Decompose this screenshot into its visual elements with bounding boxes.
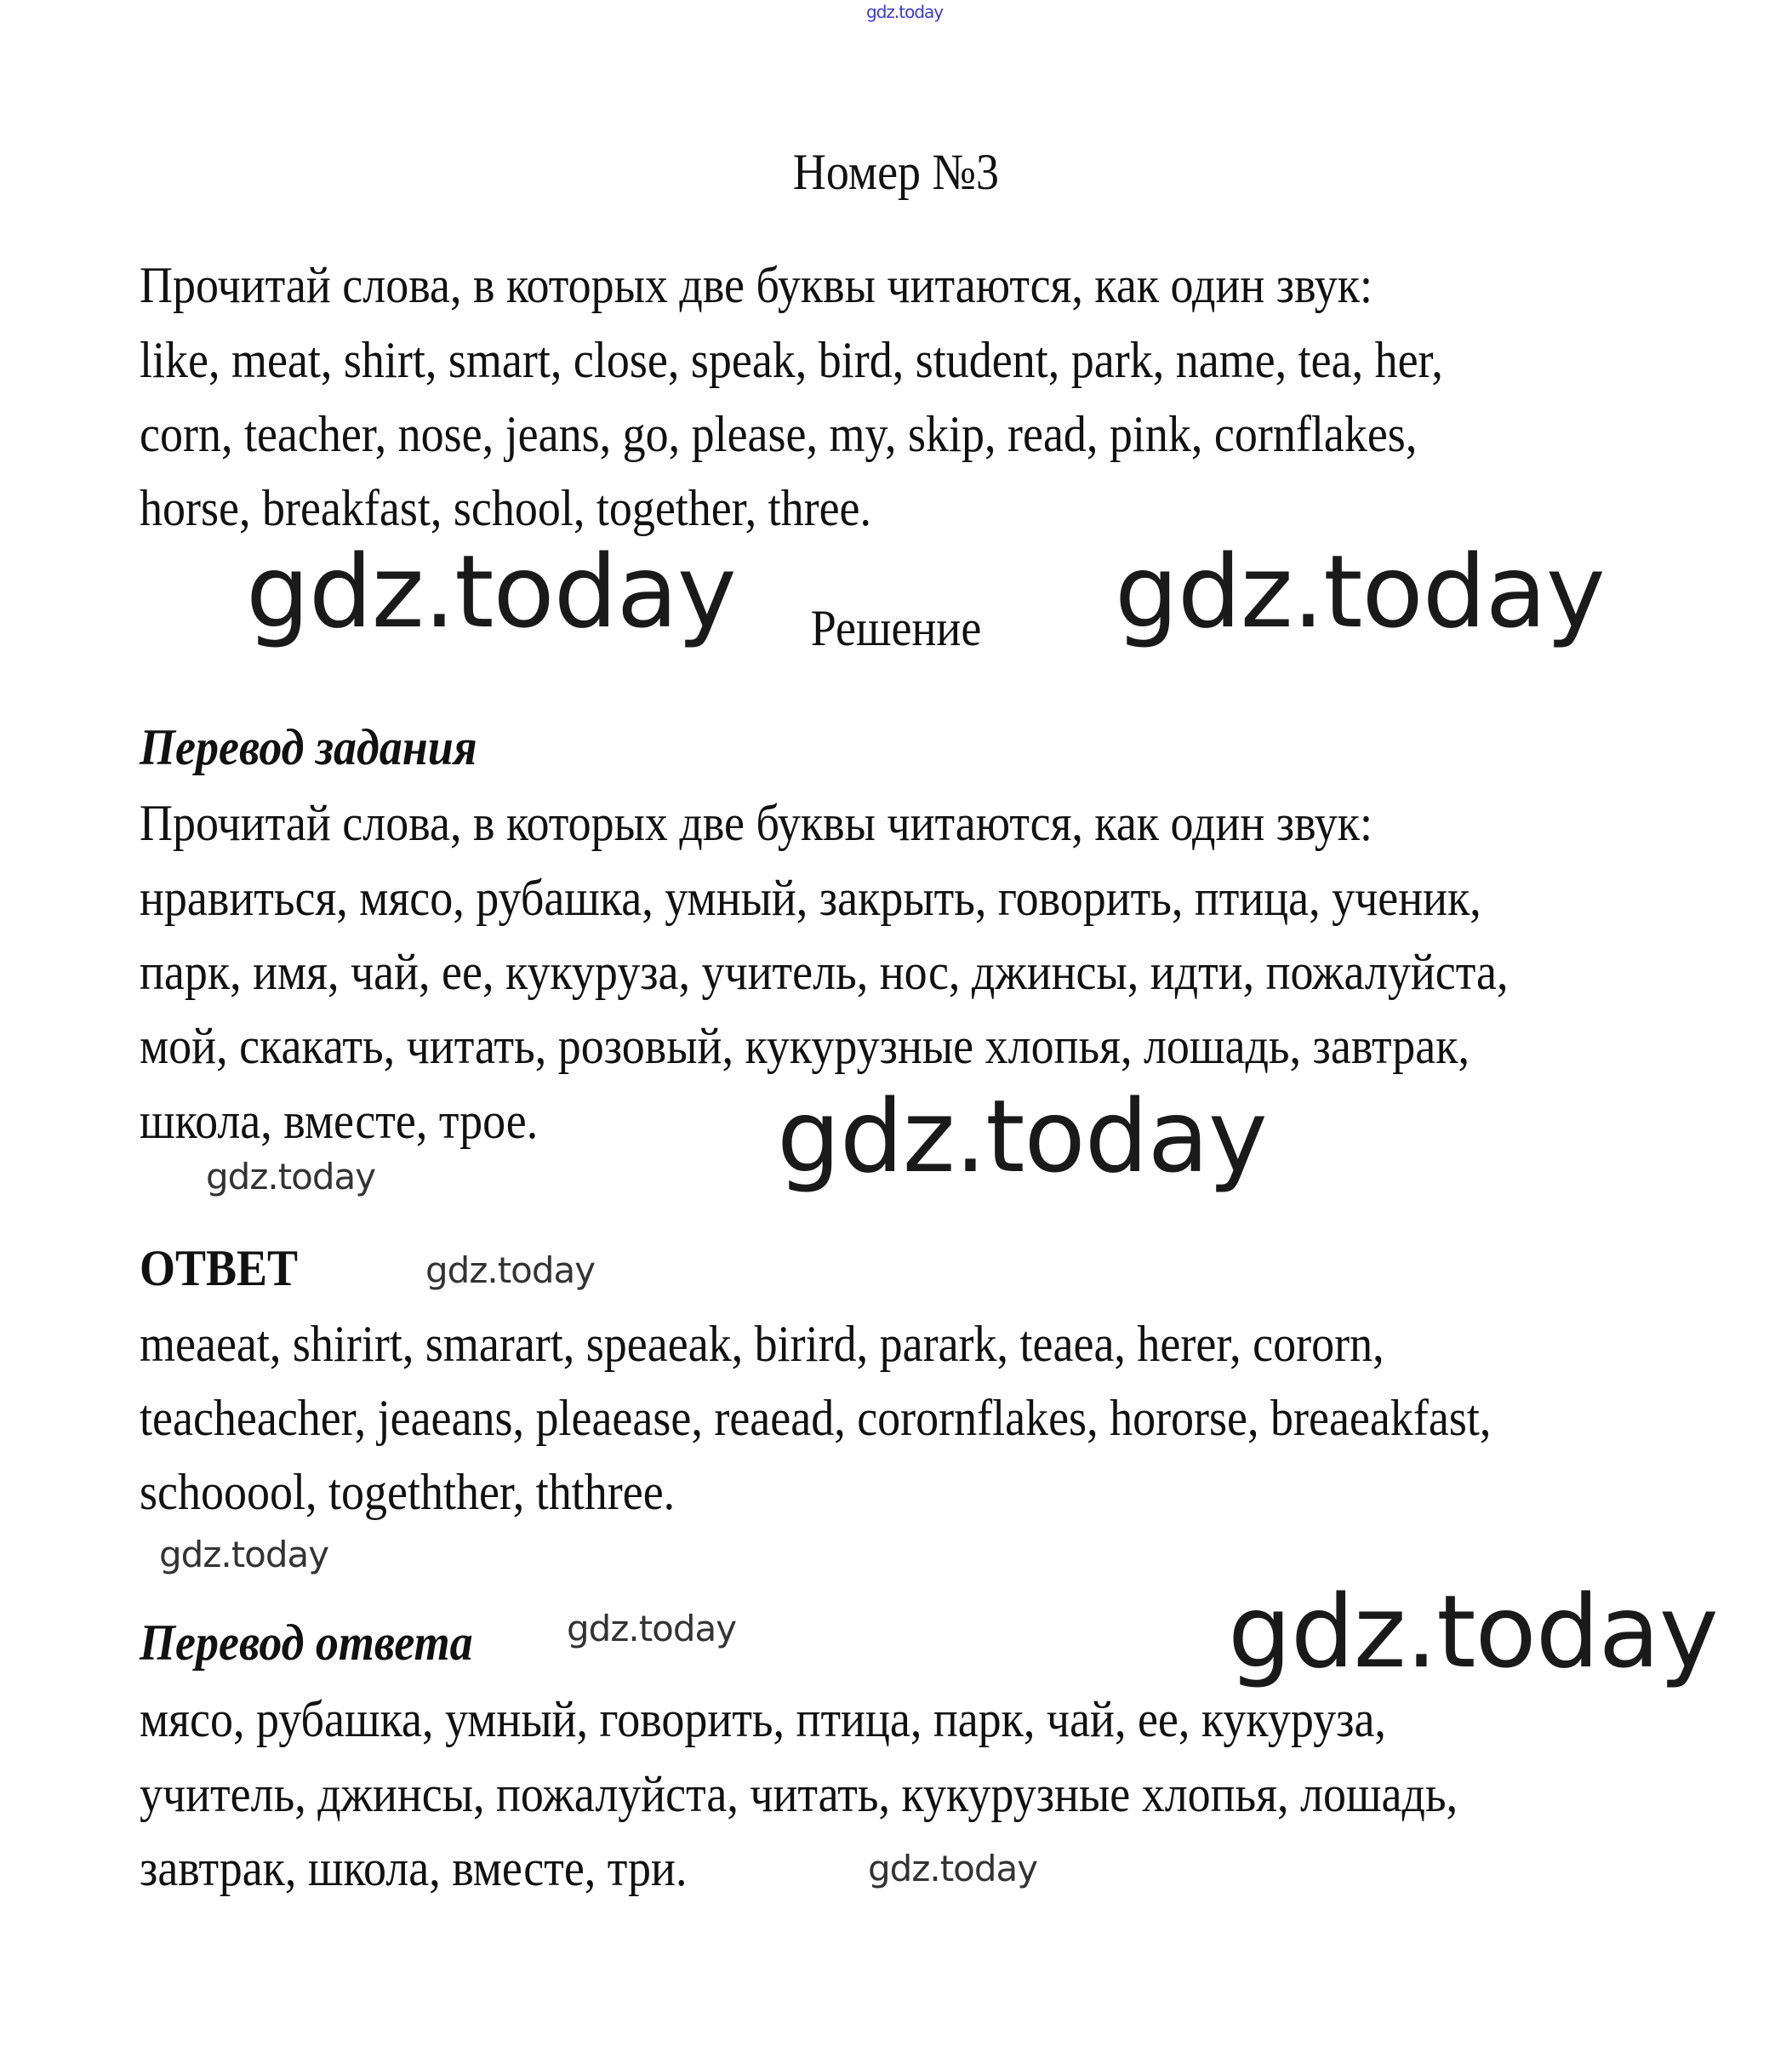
task-line: Прочитай слова, в которых две буквы читаются, как один звук:: [140, 257, 1373, 313]
watermark: gdz.today: [567, 1608, 737, 1649]
watermark-top: gdz.today: [866, 2, 944, 22]
watermark: gdz.today: [868, 1848, 1038, 1889]
answer-translation-heading: Перевод ответа: [140, 1615, 473, 1671]
solution-label: Решение: [810, 600, 982, 656]
task-line: horse, breakfast, school, together, three.: [140, 480, 872, 536]
answer-translation-line: мясо, рубашка, умный, говорить, птица, парк, чай, ее, кукуруза,: [140, 1691, 1386, 1747]
watermark: gdz.today: [246, 533, 736, 650]
answer-line: teacheacher, jeaeans, pleaease, reaead, corornflakes, hororse, breaeakfast,: [140, 1390, 1492, 1446]
page-title: Номер №3: [792, 144, 1000, 200]
answer-line: meaeat, shirirt, smarart, speaeak, birird, parark, teaea, herer, cororn,: [140, 1316, 1384, 1372]
translation-line: Прочитай слова, в которых две буквы читаются, как один звук:: [140, 795, 1373, 851]
watermark: gdz.today: [777, 1077, 1267, 1195]
translation-line: мой, скакать, читать, розовый, кукурузные хлопья, лошадь, завтрак,: [140, 1018, 1470, 1074]
answer-translation-line: завтрак, школа, вместе, три.: [140, 1840, 688, 1896]
watermark: gdz.today: [425, 1249, 596, 1291]
answer-line: schooool, togethther, ththree.: [140, 1464, 676, 1520]
watermark: gdz.today: [159, 1534, 329, 1575]
translation-line: парк, имя, чай, ее, кукуруза, учитель, нос, джинсы, идти, пожалуйста,: [140, 944, 1509, 1000]
watermark: gdz.today: [206, 1156, 376, 1197]
translation-heading: Перевод задания: [140, 719, 477, 775]
watermark: gdz.today: [1228, 1573, 1718, 1690]
translation-line: школа, вместе, трое.: [140, 1093, 539, 1149]
task-line: like, meat, shirt, smart, close, speak, bird, student, park, name, tea, her,: [140, 332, 1443, 388]
watermark: gdz.today: [1115, 533, 1605, 650]
answer-translation-line: учитель, джинсы, пожалуйста, читать, кукурузные хлопья, лошадь,: [140, 1766, 1458, 1822]
task-line: corn, teacher, nose, jeans, go, please, my, skip, read, pink, cornflakes,: [140, 406, 1418, 462]
answer-heading: ОТВЕТ: [140, 1240, 299, 1296]
translation-line: нравиться, мясо, рубашка, умный, закрыть, говорить, птица, ученик,: [140, 870, 1481, 926]
